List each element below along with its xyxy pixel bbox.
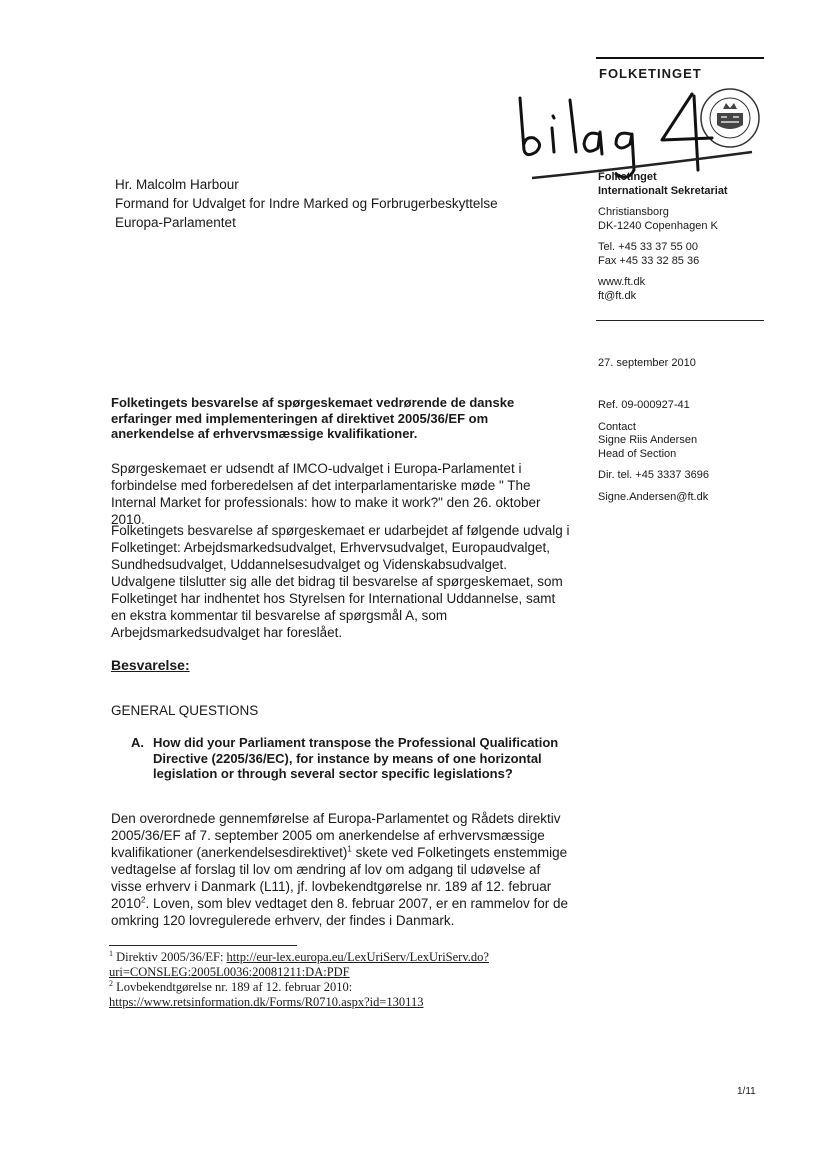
org-name: FOLKETINGET [599, 66, 702, 81]
sender-fax: Fax +45 33 32 85 36 [598, 254, 700, 267]
section-heading: Besvarelse: [111, 657, 190, 673]
footnote-2: $^2$ Lovbekendtgørelse nr. 189 af 12. februar 2010: https://www.retsinformation.dk/Forms/R0710.aspx?id=130113 [109, 978, 424, 1009]
footnote-1-link[interactable]: http://eur-lex.europa.eu/LexUriServ/LexUriServ.do?uri=CONSLEG:2005L0036:20081211:DA:PDF [109, 950, 489, 979]
sender-dept: Internationalt Sekretariat [598, 184, 728, 197]
reference-number: Ref. 09-000927-41 [598, 399, 690, 411]
letter-date: 27. september 2010 [598, 357, 696, 369]
general-questions-heading: GENERAL QUESTIONS [111, 703, 259, 718]
sender-block [598, 171, 728, 303]
committees-paragraph: Folketingets besvarelse af spørgeskemaet er udarbejdet af følgende udvalg i Folketinget: Arbejdsmarkedsudvalget, Erhvervsudvalget, Europaudvalget, Sundhedsudvalget, Uddannelsesudvalget og Videnskabsudvalget. Udvalgene tilslutter sig alle det bidrag til besvarelse af spørgeskemaet, som Folketinget har indhentet hos Styrelsen for International Uddannelse, samt en ekstra kommentar til besvarelse af spørgsmål A, som Arbejdsmarkedsudvalget har foreslået. [111, 523, 570, 640]
contact-title: Head of Section [598, 447, 677, 460]
header-rule [596, 57, 764, 59]
sender-org: Folketinget [598, 171, 657, 183]
recipient-name: Hr. Malcolm Harbour [115, 177, 239, 192]
contact-email: Signe.Andersen@ft.dk [598, 490, 709, 503]
footnotes [109, 950, 579, 1010]
answer-text-3: . Loven, som blev vedtaget den 8. februar 2007, er en rammelov for de omkring 120 lovregulerede erhverv, der findes i Danmark. [111, 896, 568, 928]
question-a [131, 735, 571, 782]
answer-text-1: Den overordnede gennemførelse af Europa-Parlamentet og Rådets direktiv 2005/36/EF af 7. september 2005 om anerkendelse af erhvervsmæssige kvalifikationer (anerkendelsesdirektivet) [111, 811, 561, 860]
sender-email: ft@ft.dk [598, 289, 637, 302]
recipient-address [115, 175, 498, 232]
footnote-rule [109, 945, 297, 946]
sender-tel: Tel. +45 33 37 55 00 [598, 241, 698, 253]
answer-paragraph [111, 810, 571, 929]
sender-address2: DK-1240 Copenhagen K [598, 219, 718, 232]
sidebar-rule [596, 320, 764, 321]
sender-address1: Christiansborg [598, 206, 669, 218]
footnote-ref-1[interactable]: 1 [347, 844, 352, 854]
intro-paragraph: Spørgeskemaet er udsendt af IMCO-udvalget i Europa-Parlamentet i forbindelse med forberedelsen af det interparlamentariske møde " The Internal Market for professionals: how to make it work?" den 26. oktober 2010. [111, 461, 541, 527]
question-text: How did your Parliament transpose the Professional Qualification Directive (2205/36/EC), for instance by means of one horizontal legislation or through several sector specific legislations? [153, 735, 559, 781]
footnote-ref-2[interactable]: 2 [141, 895, 146, 905]
page-number: 1/11 [737, 1086, 756, 1097]
contact-name: Signe Riis Andersen [598, 434, 698, 446]
sender-web: www.ft.dk [598, 276, 646, 288]
reference-block [598, 399, 709, 504]
question-letter: A. [131, 735, 144, 750]
footnote-2-link[interactable]: https://www.retsinformation.dk/Forms/R0710.aspx?id=130113 [109, 995, 424, 1009]
letter-title: Folketingets besvarelse af spørgeskemaet vedrørende de danske erfaringer med implementeringen af direktivet 2005/36/EF om anerkendelse af erhvervsmæssige kvalifikationer. [111, 395, 515, 441]
footnote-1: $^1$ Direktiv 2005/36/EF: http://eur-lex.europa.eu/LexUriServ/LexUriServ.do?uri=CONSLEG:2005L0036:20081211:DA:PDF [109, 948, 489, 979]
contact-label: Contact [598, 420, 636, 433]
answer-text-2: skete ved Folketingets enstemmige vedtagelse af forslag til lov om ændring af lov om adgang til udøvelse af visse erhverv i Danmark (L11), jf. lovbekendtgørelse nr. 189 af 12. februar 2010 [111, 845, 568, 911]
contact-phone: Dir. tel. +45 3337 3696 [598, 469, 709, 481]
recipient-title: Formand for Udvalget for Indre Marked og Forbrugerbeskyttelse [115, 196, 498, 211]
recipient-org: Europa-Parlamentet [115, 215, 236, 230]
